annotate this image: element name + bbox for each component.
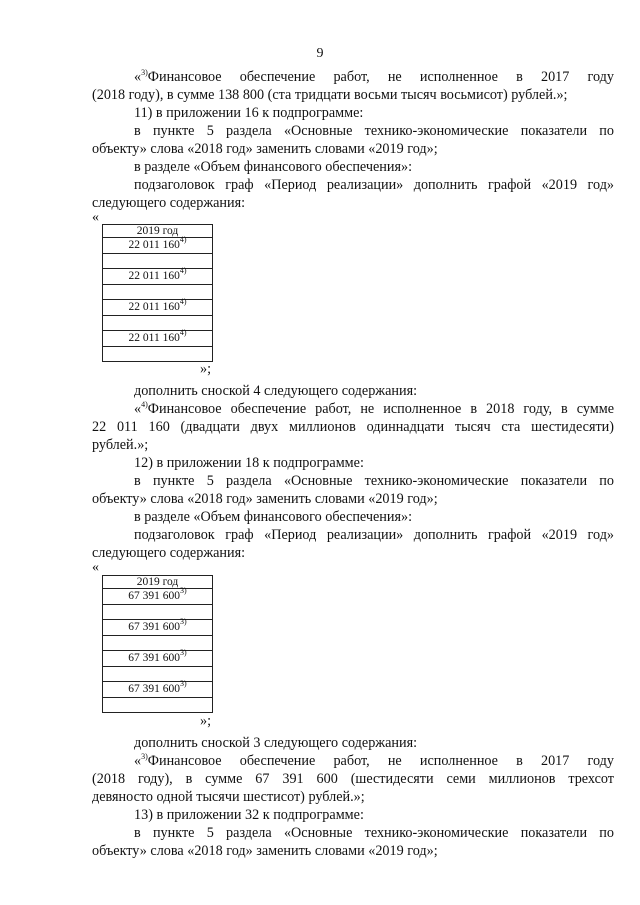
item-11-p5-line2: объекту» слова «2018 год» заменить словами «2019 год»; — [92, 141, 438, 157]
open-quote: « — [92, 560, 99, 575]
table-cell-empty — [103, 347, 213, 362]
footnote-3-line2: (2018 году), в сумме 138 800 (ста тридцати восьми тысяч восьмисот) рублей.»; — [92, 87, 568, 103]
item-13-p5-line1: в пункте 5 раздела «Основные технико-экономические показатели по — [134, 825, 614, 841]
table-cell: 22 011 160$^{4)}$ — [103, 300, 213, 316]
item-12-p5-line1: в пункте 5 раздела «Основные технико-экономические показатели по — [134, 473, 614, 489]
close-quote: »; — [200, 361, 212, 377]
table-cell-empty — [103, 316, 213, 331]
item-11-section: в разделе «Объем финансового обеспечения»: — [134, 159, 413, 175]
footnote-4-line1: «$^{4)}$Финансовое обеспечение работ, не исполненное в 2018 году, в сумме — [134, 400, 614, 417]
close-quote: »; — [200, 713, 212, 729]
table-cell: 22 011 160$^{4)}$ — [103, 331, 213, 347]
add-footnote-4: дополнить сноской 4 следующего содержания: — [134, 383, 418, 399]
item-12-subheading-line2: следующего содержания: — [92, 545, 246, 561]
table-cell: 67 391 600$^{3)}$ — [103, 589, 213, 605]
table-cell-empty — [103, 636, 213, 651]
add-footnote-3: дополнить сноской 3 следующего содержания: — [134, 735, 418, 751]
table-cell: 22 011 160$^{4)}$ — [103, 238, 213, 254]
page-number: 9 — [316, 46, 324, 61]
table-cell: 22 011 160$^{4)}$ — [103, 269, 213, 285]
table-cell-empty — [103, 698, 213, 713]
table-header: 2019 год — [103, 576, 213, 589]
open-quote: « — [92, 210, 99, 225]
item-12-subheading-line1: подзаголовок граф «Период реализации» дополнить графой «2019 год» — [134, 527, 614, 543]
item-11-subheading-line1: подзаголовок граф «Период реализации» дополнить графой «2019 год» — [134, 177, 614, 193]
item-13-p5-line2: объекту» слова «2018 год» заменить словами «2019 год»; — [92, 843, 438, 859]
table-2019-appendix-16 — [102, 224, 213, 362]
item-12-p5-line2: объекту» слова «2018 год» заменить словами «2019 год»; — [92, 491, 438, 507]
table-cell: 67 391 600$^{3)}$ — [103, 651, 213, 667]
footnote-3b-line1: «$^{3)}$Финансовое обеспечение работ, не исполненное в 2017 году — [134, 752, 614, 769]
footnote-3b-line3: девяносто одной тысячи шестисот) рублей.»; — [92, 789, 365, 805]
item-11-subheading-line2: следующего содержания: — [92, 195, 246, 211]
table-cell-empty — [103, 285, 213, 300]
footnote-3b-line2: (2018 году), в сумме 67 391 600 (шестидесяти семи миллионов трехсот — [92, 771, 614, 787]
item-12: 12) в приложении 18 к подпрограмме: — [134, 455, 364, 471]
table-cell-empty — [103, 254, 213, 269]
footnote-4-line3: рублей.»; — [92, 437, 149, 453]
table-2019-appendix-18 — [102, 575, 213, 713]
item-11: 11) в приложении 16 к подпрограмме: — [134, 105, 364, 121]
table-cell-empty — [103, 605, 213, 620]
footnote-4-line2: 22 011 160 (двадцати двух миллионов одиннадцати тысяч ста шестидесяти) — [92, 419, 614, 435]
table-cell: 67 391 600$^{3)}$ — [103, 682, 213, 698]
table-header: 2019 год — [103, 225, 213, 238]
item-12-section: в разделе «Объем финансового обеспечения»: — [134, 509, 413, 525]
item-13: 13) в приложении 32 к подпрограмме: — [134, 807, 364, 823]
footnote-3-paragraph: «$^{3)}$Финансовое обеспечение работ, не исполненное в 2017 году — [134, 68, 614, 85]
table-cell: 67 391 600$^{3)}$ — [103, 620, 213, 636]
footnote-marker: 3) — [141, 68, 148, 77]
table-cell-empty — [103, 667, 213, 682]
item-11-p5-line1: в пункте 5 раздела «Основные технико-экономические показатели по — [134, 123, 614, 139]
